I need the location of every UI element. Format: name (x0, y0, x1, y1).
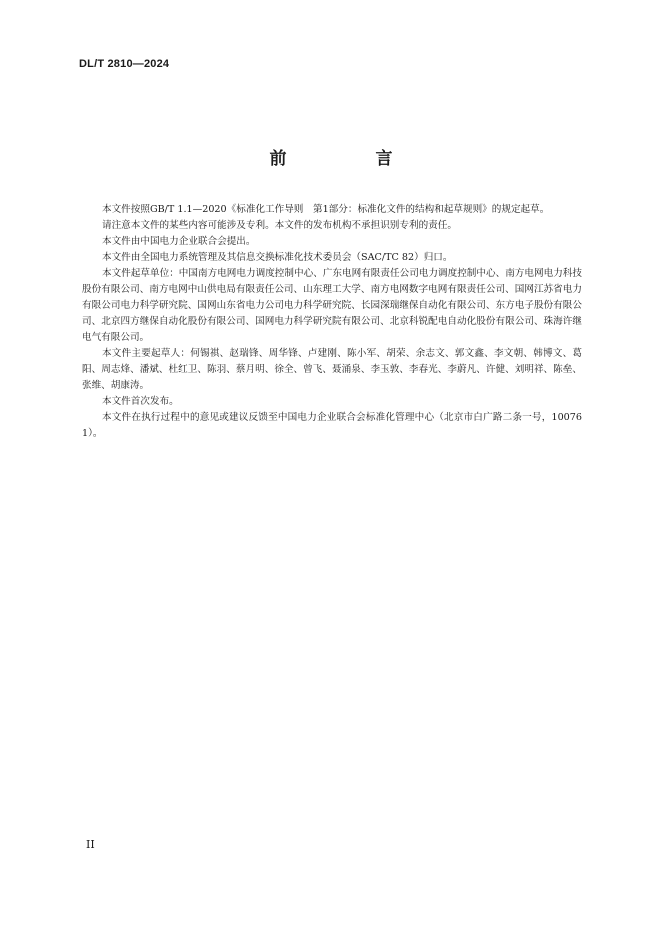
paragraph-first-release: 本文件首次发布。 (102, 396, 179, 407)
foreword-body (82, 202, 582, 442)
paragraph-feedback-contact: 本文件在执行过程中的意见或建议反馈至中国电力企业联合会标准化管理中心（北京市白广路二条一号，100761）。 (82, 412, 582, 439)
paragraph-drafting-rules: 本文件按照GB/T 1.1—2020《标准化工作导则 第1部分：标准化文件的结构和起草规则》的规定起草。 (102, 204, 550, 215)
paragraph-proposed-by: 本文件由中国电力企业联合会提出。 (102, 236, 256, 247)
paragraph-technical-committee: 本文件由全国电力系统管理及其信息交换标准化技术委员会（SAC/TC 82）归口。 (102, 252, 453, 263)
paragraph-patent-notice: 请注意本文件的某些内容可能涉及专利。本文件的发布机构不承担识别专利的责任。 (102, 220, 457, 231)
paragraph-main-drafters: 本文件主要起草人：何锡祺、赵瑞锋、周华锋、卢建刚、陈小军、胡荣、余志文、郭文鑫、李文朝、韩博文、葛阳、周志烽、潘斌、杜红卫、陈羽、蔡月明、徐全、曾飞、聂涌泉、李玉敦、李春光、李蔚凡、许健、刘明祥、陈垒、张维、胡康涛。 (82, 348, 582, 391)
page-title: 前 言 (269, 149, 429, 169)
standard-code-header: DL/T 2810—2024 (79, 58, 170, 70)
page-number: II (86, 838, 95, 851)
paragraph-drafting-units: 本文件起草单位：中国南方电网电力调度控制中心、广东电网有限责任公司电力调度控制中心、南方电网电力科技股份有限公司、南方电网中山供电局有限责任公司、山东理工大学、南方电网数字电网有限责任公司、国网江苏省电力有限公司电力科学研究院、国网山东省电力公司电力科学研究院、长园深瑞继保自动化有限公司、东方电子股份有限公司、北京四方继保自动化股份有限公司、国网电力科学研究院有限公司、北京科锐配电自动化股份有限公司、珠海许继电气有限公司。 (82, 268, 582, 343)
